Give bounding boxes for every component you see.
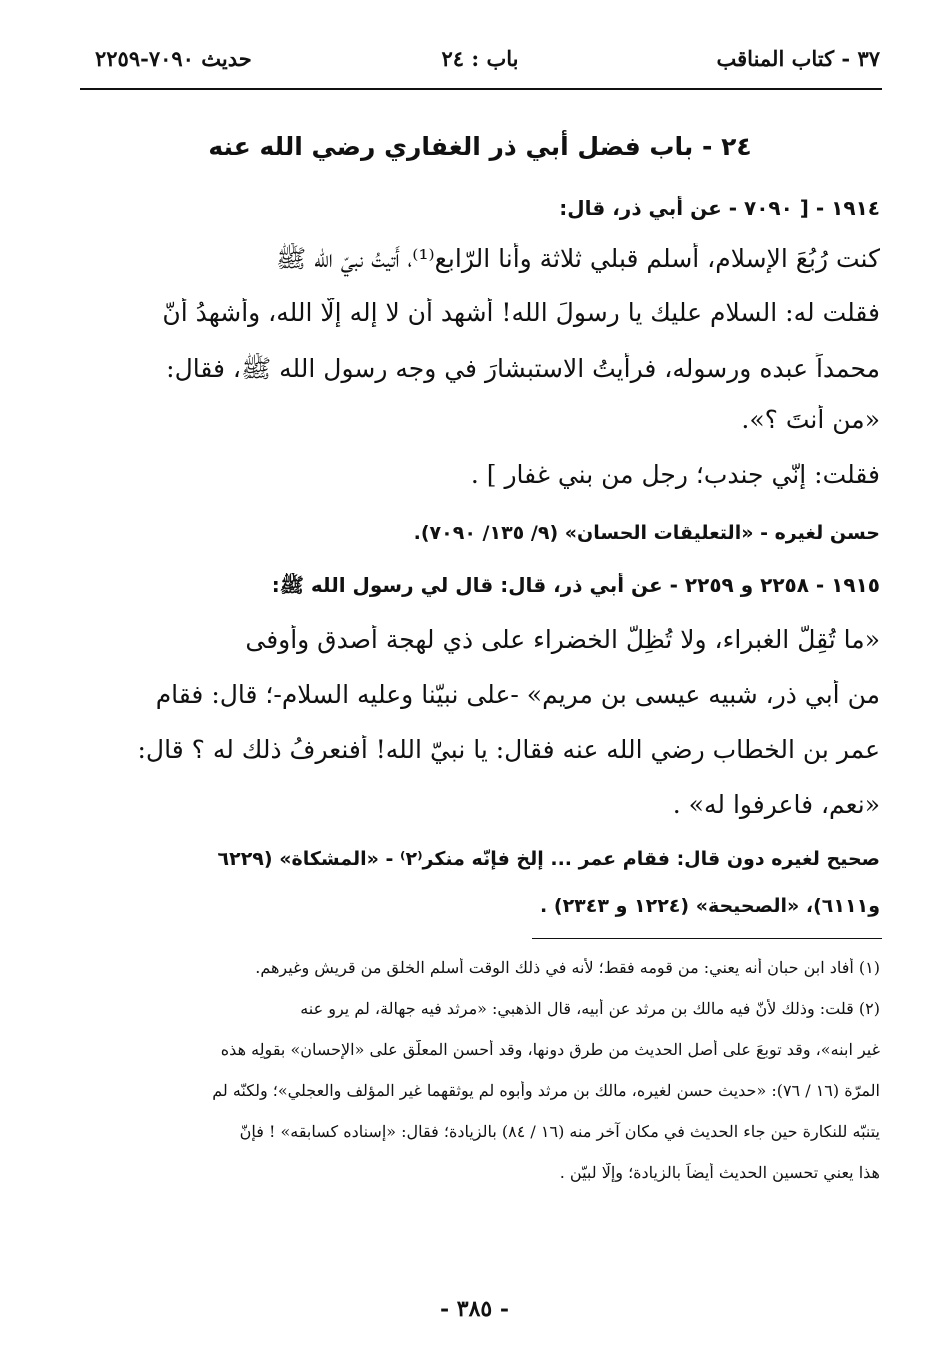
header-chapter: باب : ٢٤ — [441, 46, 519, 71]
header-book-title: ٣٧ - كتاب المناقب — [716, 46, 880, 71]
footnote-line: (١) أفاد ابن حبان أنه يعني: من قومه فقط؛ لأنه في ذلك الوقت أسلم الخلق من قريش وغيرهم. — [255, 958, 880, 977]
hadith-grade: حسن لغيره - «التعليقات الحسان» (٩/ ١٣٥/ ٧٠٩٠). — [413, 522, 880, 544]
hadith-text-line: محمداً عبده ورسوله، فرأيتُ الاستبشارَ في وجه رسول الله ﷺ، فقال: — [166, 354, 880, 383]
page-number: - ٣٨٥ - — [439, 1296, 510, 1322]
footnote-line: يتنبّه للنكارة حين جاء الحديث في مكان آخر منه (١٦ / ٨٤) بالزيادة؛ فقال: «إسناده كسابقه» ! فإنّ — [239, 1122, 880, 1141]
hadith-text-line: فقلت: إنّي جندب؛ رجل من بني غفار ] . — [470, 460, 880, 489]
hadith-grade: صحيح لغيره دون قال: فقام عمر ... إلخ فإنّه منكر⁽٢⁾ - «المشكاة» (٦٢٢٩ — [217, 848, 880, 870]
header-divider — [80, 88, 882, 90]
hadith-text-line: من أبي ذر، شبيه عيسى بن مريم» -على نبيّنا وعليه السلام-؛ قال: فقام — [155, 680, 880, 709]
hadith-text-line: «نعم، فاعرفوا له» . — [672, 790, 880, 819]
footnote-line: غير ابنه»، وقد توبعَ على أصل الحديث من طرق دونها، وقد أحسن المعلّق على «الإحسان» بقولِه هذه — [220, 1040, 880, 1059]
running-header — [80, 40, 880, 80]
chapter-title: ٢٤ - باب فضل أبي ذر الغفاري رضي الله عنه — [208, 132, 752, 161]
hadith-text-line: فقلت له: السلام عليك يا رسولَ الله! أشهد أن لا إله إلّا الله، وأشهدُ أنّ — [162, 298, 880, 327]
hadith-grade: و٦١١١)، «الصحيحة» (١٢٢٤ و ٢٣٤٣) . — [540, 895, 880, 917]
hadith-heading: ١٩١٥ - ٢٢٥٨ و ٢٢٥٩ - عن أبي ذر، قال: قال لي رسول الله ﷺ: — [271, 573, 880, 597]
hadith-text-line: عمر بن الخطاب رضي الله عنه فقال: يا نبيّ الله! أفنعرفُ ذلك له ؟ قال: — [137, 735, 880, 764]
hadith-heading: ١٩١٤ - [ ٧٠٩٠ - عن أبي ذر، قال: — [559, 196, 880, 220]
hadith-text-line: كنت رُبُعَ الإسلام، أسلم قبلي ثلاثة وأنا الرّابع⁽¹⁾، أَتيتُ نبيّ الله ﷺ — [275, 244, 880, 273]
hadith-text-line: «من أنتَ ؟». — [741, 405, 880, 434]
footnote-line: المرّة (١٦ / ٧٦): «حديث حسن لغيره، مالك بن مرثد وأبوه لم يوثقهما غير المؤلف والعجلي»؛ ولكنّه لم — [212, 1081, 880, 1100]
footnote-line: (٢) قلت: وذلك لأنّ فيه مالك بن مرثد عن أبيه، قال الذهبي: «مرثد فيه جهالة، لم يرو عنه — [300, 999, 880, 1018]
header-hadith-range: حديث ٧٠٩٠-٢٢٥٩ — [95, 46, 252, 71]
footnote-line: هذا يعني تحسين الحديث أيضاً بالزيادة؛ وإلّا لبيّن . — [559, 1163, 880, 1182]
hadith-text-line: «ما تُقِلُّ الغبراء، ولا تُظِلُّ الخضراء على ذي لهجة أصدق وأوفى — [245, 625, 880, 654]
footnote-divider — [532, 938, 882, 939]
